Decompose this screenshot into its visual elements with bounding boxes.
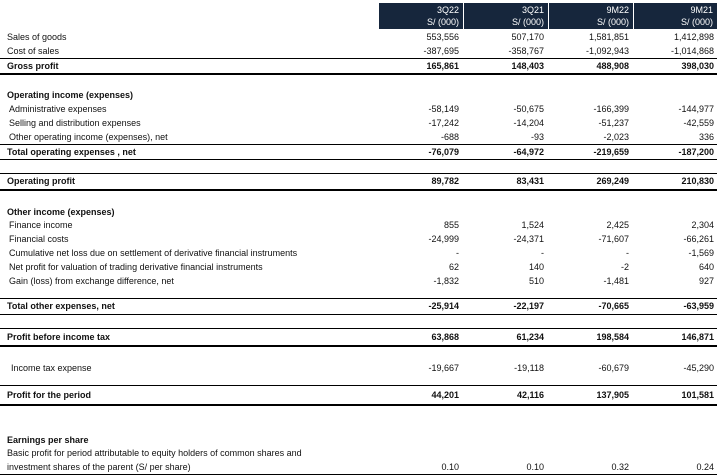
row-label: Total other expenses, net <box>7 301 115 311</box>
cell-9m21: 640 <box>698 262 714 272</box>
row-label: Gain (loss) from exchange difference, net <box>9 276 174 286</box>
cell-3q22: 855 <box>443 220 459 230</box>
cell-3q21: -22,197 <box>513 301 544 311</box>
cell-3q22: -25,914 <box>428 301 459 311</box>
row-operating-profit <box>0 174 717 188</box>
cell-3q22: 553,556 <box>426 32 459 42</box>
row-label: Profit for the period <box>7 390 91 400</box>
row-label: Operating profit <box>7 176 75 186</box>
cell-9m21: 0.24 <box>696 462 714 472</box>
cell-3q21: 0.10 <box>526 462 544 472</box>
cell-3q21: 148,403 <box>511 61 544 71</box>
cell-9m22: 269,249 <box>596 176 629 186</box>
column-header-9m21 <box>634 3 717 29</box>
row-derivative-loss <box>0 246 717 260</box>
column-period: 9M22 <box>606 5 629 15</box>
row-label: Finance income <box>9 220 73 230</box>
row-label: Financial costs <box>9 234 69 244</box>
cell-9m21: -45,290 <box>683 363 714 373</box>
cell-9m21: 146,871 <box>681 332 714 342</box>
cell-9m21: -66,261 <box>683 234 714 244</box>
row-income-tax-expense <box>0 361 717 375</box>
cell-3q21: 507,170 <box>511 32 544 42</box>
cell-3q21: -93 <box>530 132 544 142</box>
cell-9m22: 2,425 <box>606 220 629 230</box>
row-label: Selling and distribution expenses <box>9 118 141 128</box>
cell-3q21: -64,972 <box>513 147 544 157</box>
cell-3q22: -1,832 <box>433 276 459 286</box>
cell-3q22: -24,999 <box>428 234 459 244</box>
cell-3q22: 165,861 <box>426 61 459 71</box>
cell-3q21: 42,116 <box>516 390 544 400</box>
divider <box>0 189 717 191</box>
cell-3q22: -17,242 <box>428 118 459 128</box>
column-unit: S/ (000) <box>596 17 629 27</box>
row-eps <box>0 460 717 474</box>
divider <box>0 385 717 386</box>
cell-3q21: -50,675 <box>513 104 544 114</box>
cell-3q21: -358,767 <box>508 46 544 56</box>
cell-9m22: - <box>626 248 629 258</box>
divider <box>0 404 717 406</box>
cell-3q22: -58,149 <box>428 104 459 114</box>
row-administrative-expenses <box>0 102 717 116</box>
row-cost-of-sales <box>0 44 717 58</box>
cell-9m22: 137,905 <box>596 390 629 400</box>
cell-3q21: 83,431 <box>516 176 544 186</box>
cell-3q22: 89,782 <box>431 176 459 186</box>
cell-9m21: 927 <box>698 276 714 286</box>
column-unit: S/ (000) <box>680 17 713 27</box>
eps-description <box>0 446 717 460</box>
cell-9m22: -71,607 <box>598 234 629 244</box>
cell-9m22: -2,023 <box>603 132 629 142</box>
cell-9m21: 336 <box>698 132 714 142</box>
row-profit-before-tax <box>0 330 717 344</box>
column-header-9m22 <box>549 3 633 29</box>
column-header-3q21 <box>464 3 548 29</box>
row-financial-costs <box>0 232 717 246</box>
row-profit-for-period <box>0 388 717 402</box>
cell-9m22: -1,481 <box>603 276 629 286</box>
row-label: Other operating income (expenses), net <box>9 132 168 142</box>
cell-9m22: -70,665 <box>598 301 629 311</box>
column-period: 9M21 <box>690 5 713 15</box>
divider <box>0 314 717 315</box>
row-label: Cost of sales <box>7 46 60 56</box>
cell-3q21: -24,371 <box>513 234 544 244</box>
row-label: investment shares of the parent (S/ per share) <box>7 462 191 472</box>
section-heading-other: Other income (expenses) <box>7 207 115 217</box>
cell-9m22: 198,584 <box>596 332 629 342</box>
cell-3q22: 62 <box>448 262 459 272</box>
cell-9m22: -2 <box>620 262 629 272</box>
column-header-3q22 <box>379 3 463 29</box>
row-label: Profit before income tax <box>7 332 111 342</box>
cell-3q21: -14,204 <box>513 118 544 128</box>
cell-9m22: 0.32 <box>611 462 629 472</box>
cell-9m21: 1,412,898 <box>673 32 714 42</box>
section-heading-eps: Earnings per share <box>7 435 89 445</box>
cell-9m22: -60,679 <box>598 363 629 373</box>
cell-3q22: -19,667 <box>428 363 459 373</box>
cell-9m21: 398,030 <box>681 61 714 71</box>
divider <box>0 345 717 347</box>
cell-9m21: -187,200 <box>678 147 714 157</box>
cell-3q21: 510 <box>528 276 544 286</box>
row-total-operating-expenses <box>0 145 717 159</box>
cell-9m21: 101,581 <box>681 390 714 400</box>
cell-3q21: 61,234 <box>516 332 544 342</box>
cell-3q21: -19,118 <box>514 363 544 373</box>
cell-9m22: -1,092,943 <box>585 46 629 56</box>
cell-3q21: 140 <box>528 262 544 272</box>
cell-3q22: - <box>456 248 459 258</box>
cell-9m21: 2,304 <box>691 220 714 230</box>
cell-3q21: 1,524 <box>521 220 544 230</box>
row-selling-distribution <box>0 116 717 130</box>
cell-9m21: -1,569 <box>688 248 714 258</box>
cell-9m22: 488,908 <box>596 61 629 71</box>
section-heading-operating: Operating income (expenses) <box>7 90 134 100</box>
cell-3q22: -76,079 <box>428 147 459 157</box>
cell-3q22: -387,695 <box>423 46 459 56</box>
cell-9m22: -219,659 <box>593 147 629 157</box>
column-unit: S/ (000) <box>426 17 459 27</box>
cell-9m21: -63,959 <box>683 301 714 311</box>
cell-9m21: -144,977 <box>678 104 714 114</box>
cell-9m21: -42,559 <box>683 118 714 128</box>
row-exchange-difference <box>0 274 717 288</box>
row-label: Net profit for valuation of trading derivative financial instruments <box>9 262 263 272</box>
eps-description-line: Basic profit for period attributable to equity holders of common shares and <box>7 448 302 458</box>
column-unit: S/ (000) <box>511 17 544 27</box>
row-label: Gross profit <box>7 61 59 71</box>
row-derivative-profit <box>0 260 717 274</box>
row-sales-of-goods <box>0 30 717 44</box>
row-gross-profit <box>0 59 717 73</box>
divider <box>0 159 717 160</box>
row-label: Sales of goods <box>7 32 67 42</box>
cell-9m21: -1,014,868 <box>670 46 714 56</box>
row-label: Income tax expense <box>11 363 92 373</box>
row-label: Cumulative net loss due on settlement of derivative financial instruments <box>9 248 298 258</box>
cell-9m22: 1,581,851 <box>588 32 629 42</box>
column-period: 3Q21 <box>521 5 544 15</box>
cell-3q22: 0.10 <box>441 462 459 472</box>
cell-9m22: -51,237 <box>598 118 629 128</box>
divider <box>0 328 717 329</box>
row-label: Administrative expenses <box>9 104 107 114</box>
row-total-other-expenses <box>0 299 717 313</box>
row-label: Total operating expenses , net <box>7 147 136 157</box>
cell-3q21: - <box>541 248 544 258</box>
cell-3q22: 44,201 <box>431 390 459 400</box>
cell-3q22: 63,868 <box>431 332 459 342</box>
divider <box>0 73 717 75</box>
cell-9m22: -166,399 <box>593 104 629 114</box>
column-period: 3Q22 <box>436 5 459 15</box>
row-finance-income <box>0 218 717 232</box>
row-other-operating <box>0 130 717 144</box>
cell-3q22: -688 <box>440 132 459 142</box>
cell-9m21: 210,830 <box>681 176 714 186</box>
